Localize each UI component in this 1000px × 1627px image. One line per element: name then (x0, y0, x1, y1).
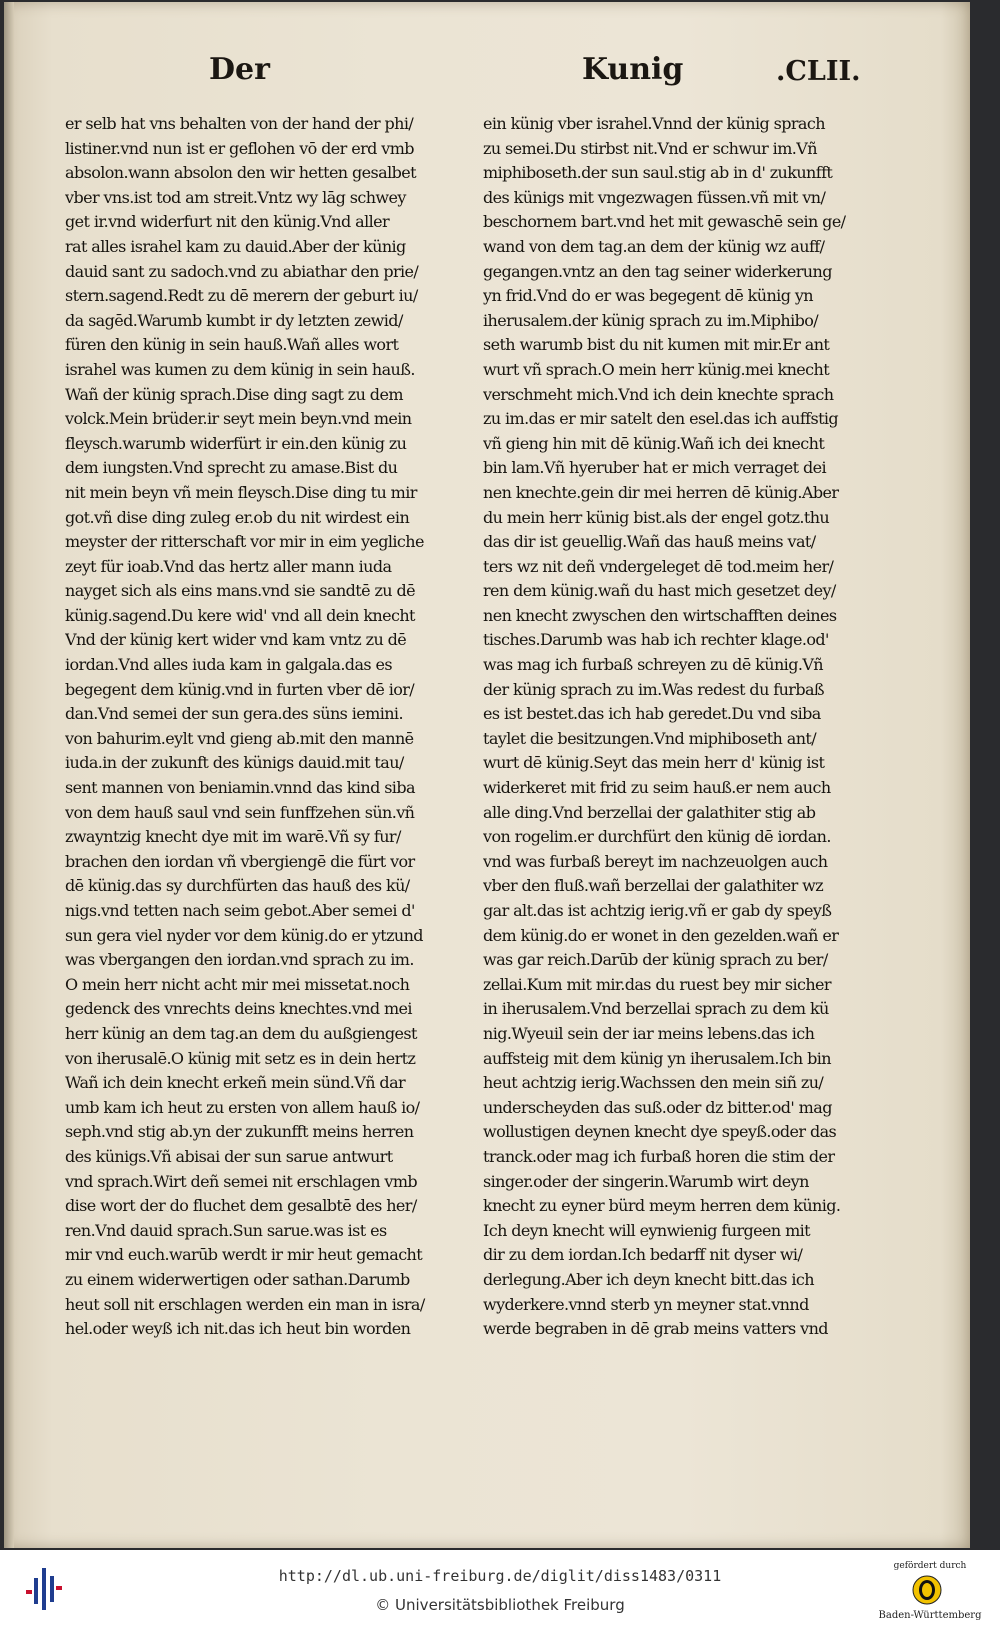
text-line: fleysch.warumb widerfürt ir ein.den künig zu (65, 433, 407, 453)
text-line: gegangen.vntz an den tag seiner widerkerung (483, 261, 832, 281)
text-line: der künig sprach zu im.Was redest du furbaß (483, 679, 825, 699)
text-line: nigs.vnd tetten nach seim gebot.Aber semei d' (65, 901, 415, 920)
text-line: bin lam.Vñ hyeruber hat er mich verraget dei (483, 458, 827, 478)
text-line: künig.sagend.Du kere wid' vnd all dein knecht (65, 605, 415, 625)
text-line: wurt dē künig.Seyt das mein herr d' künig ist (483, 753, 825, 773)
text-line: vnd sprach.Wirt deñ semei nit erschlagen vmb (65, 1171, 418, 1191)
text-line: dan.Vnd semei der sun gera.des süns iemini. (65, 704, 403, 724)
text-line: heut soll nit erschlagen werden ein man in isra/ (65, 1294, 425, 1314)
text-line: singer.oder der singerin.Warumb wirt deyn (483, 1171, 809, 1191)
text-line: zellai.Kum mit mir.das du ruest bey mir sicher (483, 974, 831, 994)
text-line: des künigs.Vñ abisai der sun sarue antwurt (65, 1146, 393, 1166)
text-line: gedenck des vnrechts deins knechtes.vnd mei (65, 999, 412, 1019)
text-line: vnd was furbaß bereyt im nachzeuolgen auch (483, 851, 828, 871)
text-line: vñ gieng hin mit dē künig.Wañ ich dei knecht (483, 433, 825, 453)
text-line: alle ding.Vnd berzellai der galathiter stig ab (483, 802, 816, 822)
text-line: O mein herr nicht acht mir mei missetat.noch (65, 974, 410, 994)
text-line: von dem hauß saul vnd sein funffzehen sün.vñ (65, 802, 415, 822)
text-line: got.vñ dise ding zuleg er.ob du nit wirdest ein (65, 507, 410, 527)
text-line: zu einem widerwertigen oder sathan.Darumb (65, 1269, 410, 1289)
text-line: nit mein beyn vñ mein fleysch.Dise ding tu mir (65, 482, 417, 502)
text-line: verschmeht mich.Vnd ich dein knechte sprach (483, 384, 834, 404)
text-column-left (65, 112, 437, 1342)
text-line: füren den künig in sein hauß.Wañ alles wort (65, 335, 399, 355)
text-line: in iherusalem.Vnd berzellai sprach zu dem kü (483, 999, 829, 1019)
text-line: des künigs mit vngezwagen füssen.vñ mit vn/ (483, 187, 826, 207)
text-line: absolon.wann absolon den wir hetten gesalbet (65, 163, 416, 183)
text-line: miphiboseth.der sun saul.stig ab in d' zukunfft (483, 163, 833, 183)
text-line: seph.vnd stig ab.yn der zukunfft meins herren (65, 1122, 414, 1142)
text-line: dem künig.do er wonet in den gezelden.wañ er (483, 925, 839, 945)
text-line: wyderkere.vnnd sterb yn meyner stat.vnnd (483, 1294, 809, 1314)
sponsor-label: gefördert durch (893, 1561, 967, 1571)
text-line: get ir.vnd widerfurt nit den künig.Vnd aller (65, 212, 390, 232)
text-line: taylet die besitzungen.Vnd miphiboseth ant/ (483, 728, 817, 748)
running-head-center: Kunig (582, 52, 684, 87)
text-line: Vnd der künig kert wider vnd kam vntz zu dē (65, 630, 407, 650)
text-line: wurt vñ sprach.O mein herr künig.mei knecht (483, 359, 830, 379)
text-line: zu im.das er mir satelt den esel.das ich auffstig (483, 409, 839, 429)
text-line: tisches.Darumb was hab ich rechter klage.od' (483, 630, 829, 650)
text-line: widerkeret mit frid zu seim hauß.er nem auch (483, 778, 831, 798)
text-line: dise wort der do fluchet dem gesalbtē des her/ (65, 1196, 417, 1216)
text-line: was vbergangen den iordan.vnd sprach zu im. (65, 950, 414, 970)
text-line: Wañ der künig sprach.Dise ding sagt zu dem (65, 384, 403, 404)
text-line: ren dem künig.wañ du hast mich gesetzet dey/ (483, 581, 836, 601)
text-line: hel.oder weyß ich nit.das ich heut bin worden (65, 1319, 411, 1339)
text-line: mir vnd euch.warūb werdt ir mir heut gemacht (65, 1245, 423, 1265)
text-line: zu semei.Du stirbst nit.Vnd er schwur im.Vñ (483, 138, 817, 158)
text-line: seth warumb bist du nit kumen mit mir.Er ant (483, 335, 830, 355)
text-line: beschornem bart.vnd het mit gewaschē sein ge/ (483, 212, 846, 232)
text-line: heut achtzig ierig.Wachssen den mein siñ zu/ (483, 1073, 824, 1093)
text-line: was mag ich furbaß schreyen zu dē künig.Vñ (483, 655, 823, 675)
text-line: von rogelim.er durchfürt den künig dē iordan. (483, 827, 831, 847)
text-line: knecht zu eyner bürd meym herren dem künig. (483, 1196, 841, 1216)
text-line: du mein herr künig bist.als der engel gotz.thu (483, 507, 830, 527)
text-line: dauid sant zu sadoch.vnd zu abiathar den prie/ (65, 261, 419, 281)
text-line: von iherusalē.O künig mit setz es in dein hertz (65, 1048, 416, 1068)
text-line: rat alles israhel kam zu dauid.Aber der künig (65, 236, 406, 256)
sponsor-name: Baden-Württemberg (878, 1610, 982, 1621)
text-line: nen knecht zwyschen den wirtschafften deines (483, 605, 837, 625)
text-line: umb kam ich heut zu ersten von allem hauß io/ (65, 1097, 420, 1117)
text-line: sent mannen von beniamin.vnnd das kind siba (65, 778, 415, 798)
text-line: er selb hat vns behalten von der hand der phi/ (65, 114, 414, 133)
text-line: dem iungsten.Vnd sprecht zu amase.Bist du (65, 458, 398, 478)
page-url-link[interactable]: http://dl.ub.uni-freiburg.de/diglit/diss1483/0311 (278, 1567, 722, 1585)
text-line: underscheyden das suß.oder dz bitter.od' mag (483, 1097, 832, 1117)
text-line: es ist bestet.das ich hab geredet.Du vnd siba (483, 704, 821, 724)
text-line: Ich deyn knecht will eynwienig furgeen mit (483, 1220, 811, 1240)
text-line: dē künig.das sy durchfürten das hauß des kü/ (65, 876, 410, 896)
text-line: auffsteig mit dem künig yn iherusalem.Ich bin (483, 1048, 831, 1068)
text-line: ren.Vnd dauid sprach.Sun sarue.was ist es (65, 1220, 387, 1240)
text-line: begegent dem künig.vnd in furten vber dē ior/ (65, 679, 415, 699)
page-edge-shadow (4, 2, 14, 1548)
folio-number: .CLII. (776, 56, 861, 87)
text-line: zwayntzig knecht dye mit im warē.Vñ sy fur/ (65, 827, 401, 847)
text-column-right (483, 112, 855, 1342)
text-line: listiner.vnd nun ist er geflohen vō der erd vmb (65, 138, 414, 158)
text-line: nig.Wyeuil sein der iar meins lebens.das ich (483, 1023, 815, 1043)
text-line: israhel was kumen zu dem künig in sein hauß. (65, 359, 415, 379)
text-line: ein künig vber israhel.Vnnd der künig sprach (483, 114, 825, 133)
text-line: wollustigen deynen knecht dye speyß.oder das (483, 1122, 837, 1142)
text-line: sun gera viel nyder vor dem künig.do er ytzund (65, 925, 423, 945)
text-line: was gar reich.Darūb der künig sprach zu ber/ (483, 950, 828, 970)
text-line: tranck.oder mag ich furbaß horen die stim der (483, 1146, 835, 1166)
copyright-notice: © Universitätsbibliothek Freiburg (375, 1596, 625, 1614)
text-line: iordan.Vnd alles iuda kam in galgala.das es (65, 655, 392, 675)
viewer-footer (0, 1550, 1000, 1627)
text-line: vber vns.ist tod am streit.Vntz wy lāg schwey (65, 187, 406, 207)
text-line: gar alt.das ist achtzig ierig.vñ er gab dy speyß (483, 901, 832, 920)
text-line: iherusalem.der künig sprach zu im.Miphibo/ (483, 310, 819, 330)
text-line: brachen den iordan vñ vbergiengē die fürt vor (65, 851, 415, 871)
text-line: iuda.in der zukunft des künigs dauid.mit tau/ (65, 753, 404, 773)
text-line: wand von dem tag.an dem der künig wz auff/ (483, 236, 825, 256)
text-line: dir zu dem iordan.Ich bedarff nit dyser wi/ (483, 1245, 803, 1265)
text-line: vber den fluß.wañ berzellai der galathiter wz (483, 876, 824, 896)
text-line: nayget sich als eins mans.vnd sie sandtē zu dē (65, 581, 416, 601)
text-line: zeyt für ioab.Vnd das hertz aller mann iuda (65, 556, 392, 576)
text-line: nen knechte.gein dir mei herren dē künig.Aber (483, 482, 839, 502)
text-line: volck.Mein brüder.ir seyt mein beyn.vnd mein (65, 409, 412, 429)
text-line: yn frid.Vnd do er was begegent dē künig yn (483, 286, 813, 306)
text-line: von bahurim.eylt vnd gieng ab.mit den mannē (65, 728, 414, 748)
text-line: ters wz nit deñ vndergeleget dē tod.meim her/ (483, 556, 834, 576)
baden-wuerttemberg-seal-icon (912, 1575, 942, 1605)
text-line: das dir ist geuellig.Wañ das hauß meins vat/ (483, 532, 816, 552)
text-line: derlegung.Aber ich deyn knecht bitt.das ich (483, 1269, 814, 1289)
text-line: meyster der ritterschaft vor mir in eim yegliche (65, 532, 424, 552)
text-line: da sagēd.Warumb kumbt ir dy letzten zewid/ (65, 310, 403, 330)
text-line: werde begraben in dē grab meins vatters vnd (483, 1319, 828, 1339)
text-line: stern.sagend.Redt zu dē merern der geburt iu/ (65, 286, 418, 306)
text-line: herr künig an dem tag.an dem du außgiengest (65, 1023, 417, 1043)
text-line: Wañ ich dein knecht erkeñ mein sünd.Vñ dar (65, 1073, 406, 1093)
running-head-left: Der (209, 52, 270, 87)
